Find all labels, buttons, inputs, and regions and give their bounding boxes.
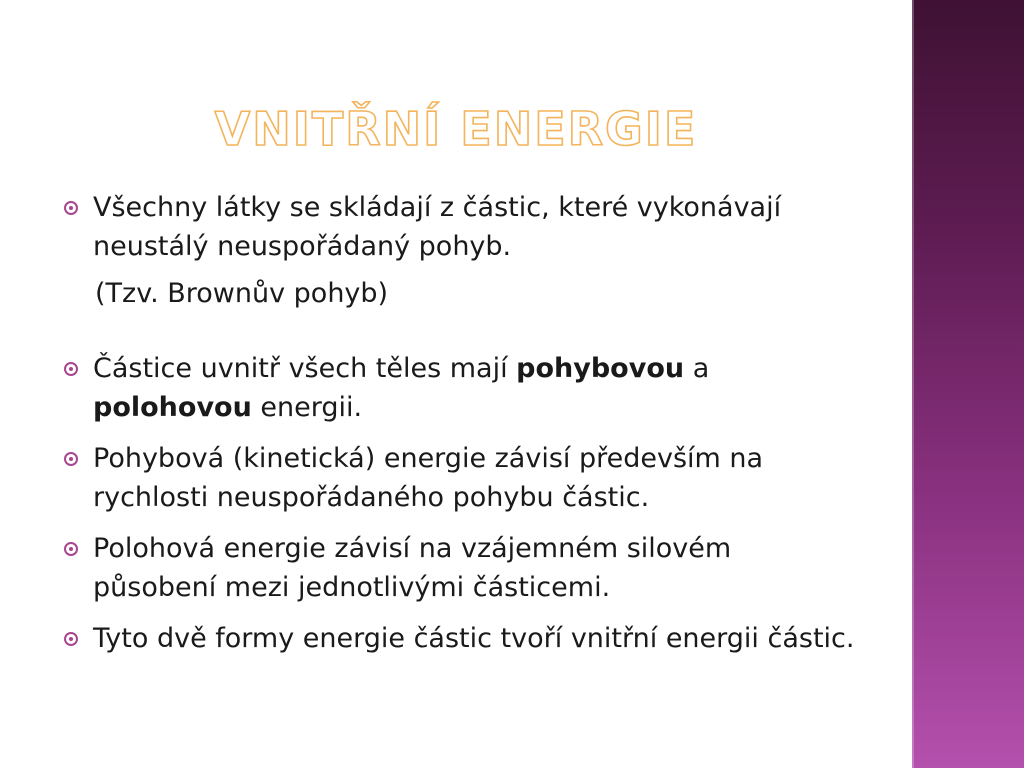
bullet-text: Tyto dvě formy energie částic tvoří vnitřní energii částic.	[93, 623, 855, 654]
circle-bullet-icon	[64, 632, 78, 646]
bullet-item	[60, 439, 860, 517]
bullet-note: (Tzv. Brownův pohyb)	[95, 278, 389, 309]
bullet-text: Všechny látky se skládají z částic, které vykonávají neustálý neuspořádaný pohyb.	[93, 192, 782, 262]
bullet-text: Pohybová (kinetická) energie závisí především na rychlosti neuspořádaného pohybu částic.	[93, 443, 764, 513]
bullet-text-middle: a	[684, 353, 710, 384]
bullet-text-bold: polohovou	[93, 392, 252, 423]
slide-content	[60, 188, 860, 658]
side-decoration-band	[912, 0, 1024, 768]
bullet-item	[60, 619, 860, 658]
bullet-item	[60, 529, 860, 607]
slide-title: VNITŘNÍ ENERGIE	[214, 102, 698, 156]
circle-bullet-icon	[64, 452, 78, 466]
circle-bullet-icon	[64, 542, 78, 556]
bullet-text-suffix: energii.	[251, 392, 363, 423]
circle-bullet-icon	[64, 362, 78, 376]
bullet-item	[60, 349, 860, 427]
bullet-text-bold: pohybovou	[516, 353, 685, 384]
bullet-text: Polohová energie závisí na vzájemném silovém působení mezi jednotlivými částicemi.	[93, 533, 732, 603]
bullet-text-prefix: Částice uvnitř všech těles mají	[93, 353, 517, 384]
bullet-item	[60, 188, 860, 266]
circle-bullet-icon	[64, 201, 78, 215]
